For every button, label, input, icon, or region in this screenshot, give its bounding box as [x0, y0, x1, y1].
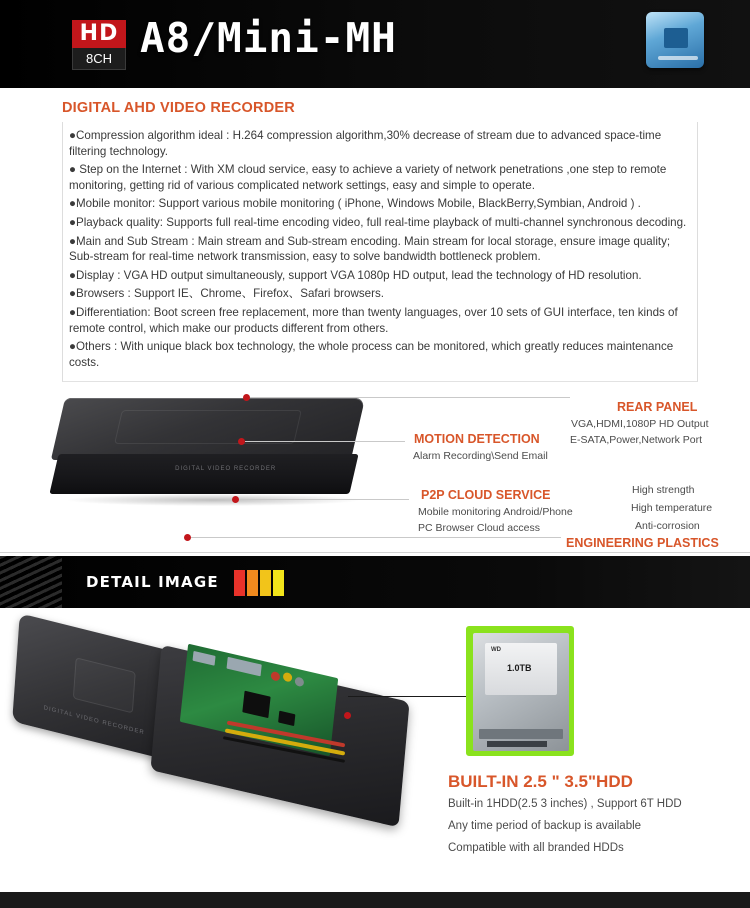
- hd-logo: [72, 20, 126, 70]
- color-chip-orange: [247, 570, 258, 596]
- callout-rear-panel-title: REAR PANEL: [617, 400, 698, 415]
- callout-lead-motion: [245, 441, 405, 442]
- callout-plastics-item3: Anti-corrosion: [635, 520, 700, 533]
- header-left-stripe: [0, 0, 12, 88]
- callout-p2p-title: P2P CLOUD SERVICE: [421, 488, 551, 503]
- callout-motion-title: MOTION DETECTION: [414, 432, 540, 447]
- specifications-section: [0, 88, 750, 388]
- hdd-detail-line: Compatible with all branded HDDs: [448, 842, 624, 855]
- hdd-image-frame: [466, 626, 574, 756]
- callout-motion-sub: Alarm Recording\Send Email: [413, 450, 548, 463]
- callout-p2p-line2: PC Browser Cloud access: [418, 522, 540, 535]
- callout-lead-p2p: [239, 499, 409, 500]
- callout-dot-plastics: [184, 534, 191, 541]
- dvr-lid-inset: [73, 658, 136, 714]
- hdd-image: [473, 633, 569, 751]
- spec-item: ●Display : VGA HD output simultaneously, support VGA 1080p HD output, lead the technology of HD resolution.: [69, 268, 642, 282]
- mainboard-chip: [242, 691, 270, 718]
- hd-logo-hd-text: HD: [72, 20, 126, 48]
- dvr-top-panel-inset: [114, 410, 302, 444]
- color-chip-amber: [260, 570, 271, 596]
- mainboard-capacitor: [270, 671, 280, 682]
- callout-rear-panel-line1: VGA,HDMI,1080P HD Output: [571, 418, 709, 431]
- hdd-label-capacity: 1.0TB: [507, 663, 532, 674]
- hd-logo-channel-text: [72, 48, 126, 70]
- callout-plastics-title: ENGINEERING PLASTICS: [566, 536, 719, 551]
- page-footer-bar: [0, 892, 750, 908]
- callout-lead-rear: [250, 397, 570, 398]
- detail-image-section: [0, 608, 750, 908]
- dvr-device-icon: [640, 8, 712, 74]
- callout-p2p-line1: Mobile monitoring Android/Phone: [418, 506, 573, 519]
- hdd-lead-line: [348, 696, 466, 697]
- opened-dvr-image: [16, 628, 416, 828]
- color-chip-red: [234, 570, 245, 596]
- spec-item: ●Mobile monitor: Support various mobile monitoring ( iPhone, Windows Mobile, BlackBerry,Symbian, Android ) .: [69, 197, 641, 211]
- dvr-drop-shadow: [68, 494, 358, 506]
- hd-logo-channel-number: 8: [85, 51, 94, 66]
- callout-rear-panel-line2: E-SATA,Power,Network Port: [570, 434, 703, 447]
- callout-plastics-item2: High temperature: [631, 502, 713, 515]
- dvr-front-brand-text: DIGITAL VIDEO RECORDER: [175, 466, 277, 473]
- hdd-section-title: BUILT-IN 2.5 " 3.5"HDD: [448, 772, 633, 792]
- dvr-front-panel: [49, 454, 358, 494]
- spec-item: ● Step on the Internet : With XM cloud service, easy to achieve a variety of network penetrations ,one step to remote monitoring, getting rid of various complicated network settings, easy and simple to operate.: [69, 163, 667, 192]
- hdd-label-brand: WD: [491, 647, 501, 654]
- callout-lead-plastics: [191, 537, 561, 538]
- banner-stripes-decor: [0, 556, 62, 608]
- spec-item: ●Main and Sub Stream : Main stream and Sub-stream encoding. Main stream for local storage, ensure image quality; Sub-stream for real-time network transmission, easy to solve bandwidth bottleneck problem.: [69, 234, 671, 264]
- device-thumb-screen: [664, 28, 688, 48]
- mainboard-capacitor: [283, 672, 293, 683]
- mainboard-usb-port: [193, 651, 216, 666]
- specs-list: [62, 122, 698, 382]
- spec-item: ●Others : With unique black box technology, the whole process can be monitored, which greatly reduces maintenance costs.: [69, 340, 674, 369]
- device-thumb-bar: [658, 56, 698, 60]
- hdd-detail-line: Any time period of backup is available: [448, 820, 642, 833]
- mainboard-capacitor: [294, 677, 304, 688]
- dvr-lid-brand-text: DIGITAL VIDEO RECORDER: [43, 705, 145, 737]
- callout-plastics-item1: High strength: [632, 484, 695, 497]
- hd-logo-ch-suffix: CH: [93, 51, 112, 66]
- dvr-product-image: [58, 398, 388, 526]
- spec-item: ●Playback quality: Supports full real-time encoding video, full real-time playback of multi-channel synchronous decoding.: [69, 215, 687, 229]
- page-title: A8/Mini-MH: [140, 14, 397, 62]
- product-callout-section: [0, 388, 750, 556]
- detail-banner-title: DETAIL IMAGE: [86, 573, 219, 592]
- section-divider: [0, 552, 750, 553]
- spec-item: ●Differentiation: Boot screen free replacement, more than twenty languages, over 10 sets of GUI interface, ten kinds of remote control, which make our products different from others.: [69, 305, 678, 335]
- mainboard-chip: [278, 711, 295, 726]
- detail-image-banner: [0, 556, 750, 608]
- mainboard-vga-port: [227, 657, 262, 677]
- color-chip-yellow: [273, 570, 284, 596]
- spec-item: ●Browsers : Support IE、Chrome、Firefox、Safari browsers.: [69, 287, 384, 301]
- specs-heading: DIGITAL AHD VIDEO RECORDER: [62, 100, 295, 116]
- page-header: [0, 0, 750, 88]
- hdd-sata-connector: [487, 741, 547, 747]
- device-thumb-body: [646, 12, 704, 68]
- spec-item: ●Compression algorithm ideal : H.264 compression algorithm,30% decrease of stream due to advanced space-time filtering technology.: [69, 129, 662, 158]
- hdd-label: [485, 643, 557, 695]
- hdd-detail-line: Built-in 1HDD(2.5 3 inches) , Support 6T HDD: [448, 798, 682, 811]
- hdd-pcb-strip: [479, 729, 563, 739]
